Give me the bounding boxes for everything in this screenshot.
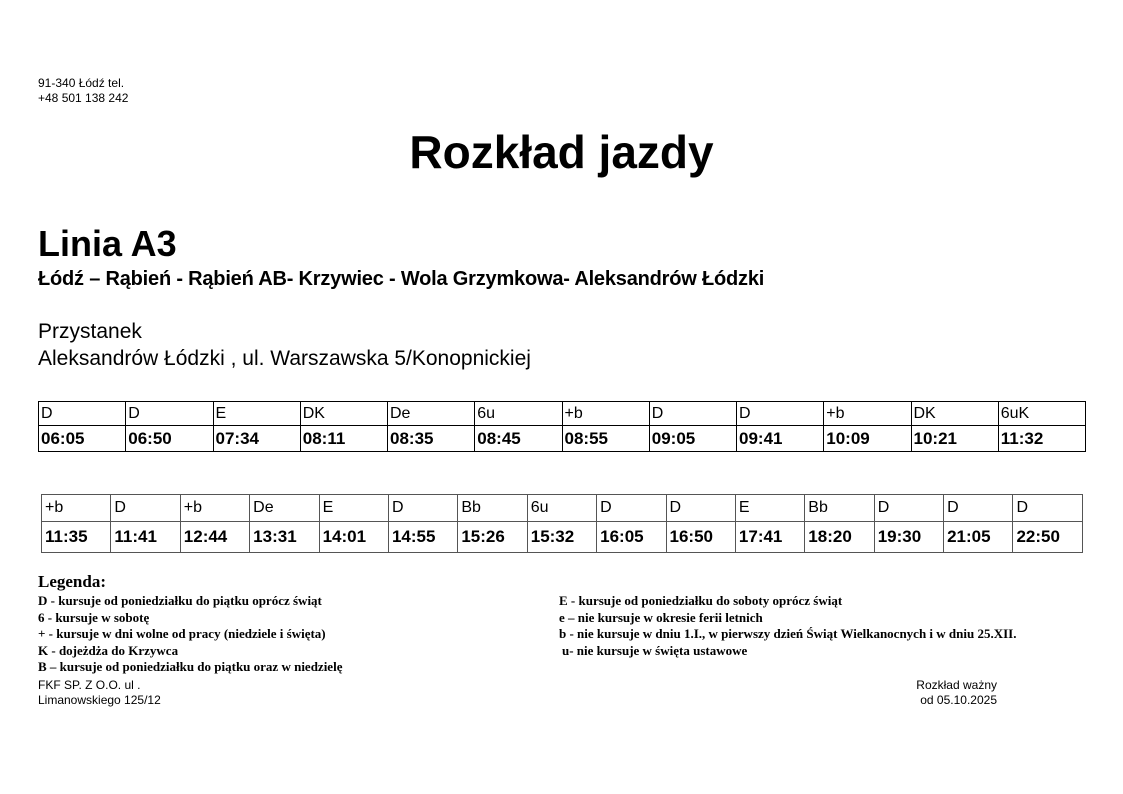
timetable-times-row [42,522,1083,553]
departure-time-cell: 21:05 [944,522,1013,553]
departure-code-cell: DK [911,402,998,426]
departure-code-cell: De [250,495,319,522]
timetable-table-2 [41,494,1083,553]
departure-time-cell: 15:26 [458,522,527,553]
contact-phone: +48 501 138 242 [38,91,129,105]
departure-code-cell: +b [824,402,911,426]
departure-time-cell: 14:01 [319,522,388,553]
departure-time-cell: 10:09 [824,426,911,452]
departure-code-cell: D [737,402,824,426]
departure-code-cell: D [597,495,666,522]
departure-time-cell: 06:50 [126,426,213,452]
departure-time-cell: 14:55 [388,522,457,553]
departure-time-cell: 11:41 [111,522,180,553]
stop-label: Przystanek [38,320,142,343]
timetable-codes-row [39,402,1086,426]
departure-time-cell: 16:50 [666,522,735,553]
departure-time-cell: 19:30 [874,522,943,553]
departure-code-cell: Bb [805,495,874,522]
timetable-codes-row [42,495,1083,522]
validity-date: od 05.10.2025 [920,693,997,707]
departure-code-cell: De [388,402,475,426]
legend-item: K - dojeżdża do Krzywca [38,642,179,658]
legend-item: e – nie kursuje w okresie ferii letnich [559,609,763,625]
page-title: Rozkład jazdy [409,126,714,178]
departure-code-cell: D [666,495,735,522]
departure-code-cell: D [874,495,943,522]
departure-time-cell: 16:05 [597,522,666,553]
legend-right-column [559,593,1017,659]
departure-code-cell: E [213,402,300,426]
legend-item: E - kursuje od poniedziałku do soboty oprócz świąt [559,593,843,608]
line-route: Łódź – Rąbień - Rąbień AB- Krzywiec - Wola Grzymkowa- Aleksandrów Łódzki [38,268,765,290]
departure-code-cell: D [388,495,457,522]
departure-code-cell: Bb [458,495,527,522]
departure-code-cell: DK [300,402,387,426]
departure-time-cell: 17:41 [735,522,804,553]
departure-time-cell: 09:05 [649,426,736,452]
legend-item: b - nie kursuje w dniu 1.I., w pierwszy dzień Świąt Wielkanocnych i w dniu 25.XII. [559,626,1017,641]
departure-code-cell: +b [180,495,249,522]
departure-code-cell: D [126,402,213,426]
departure-time-cell: 08:11 [300,426,387,452]
departure-time-cell: 22:50 [1013,522,1083,553]
departure-code-cell: D [39,402,126,426]
departure-time-cell: 06:05 [39,426,126,452]
departure-time-cell: 12:44 [180,522,249,553]
departure-code-cell: 6u [475,402,562,426]
departure-time-cell: 15:32 [527,522,596,553]
departure-code-cell: D [111,495,180,522]
departure-code-cell: 6uK [998,402,1085,426]
line-name: Linia A3 [38,223,177,264]
departure-time-cell: 08:45 [475,426,562,452]
departure-code-cell: E [735,495,804,522]
departure-time-cell: 10:21 [911,426,998,452]
legend-item: D - kursuje od poniedziałku do piątku oprócz świąt [38,593,322,608]
departure-code-cell: E [319,495,388,522]
legend-item: 6 - kursuje w sobotę [38,609,150,625]
departure-code-cell: +b [42,495,111,522]
departure-time-cell: 11:32 [998,426,1085,452]
departure-time-cell: 09:41 [737,426,824,452]
company-address: Limanowskiego 125/12 [38,693,161,707]
legend-item: B – kursuje od poniedziałku do piątku oraz w niedzielę [38,659,343,674]
departure-code-cell: D [944,495,1013,522]
departure-code-cell: +b [562,402,649,426]
validity-info [880,678,997,708]
departure-time-cell: 08:35 [388,426,475,452]
timetable-times-row [39,426,1086,452]
timetable-table-1 [38,401,1086,452]
departure-code-cell: 6u [527,495,596,522]
stop-name: Aleksandrów Łódzki , ul. Warszawska 5/Konopnickiej [38,347,531,370]
legend-item: + - kursuje w dni wolne od pracy (niedziele i święta) [38,626,326,641]
departure-time-cell: 07:34 [213,426,300,452]
company-info [38,678,161,708]
contact-info [38,76,128,106]
contact-address: 91-340 Łódź tel. [38,76,125,90]
validity-label: Rozkład ważny [916,678,997,692]
company-name: FKF SP. Z O.O. ul . [38,678,141,692]
departure-time-cell: 11:35 [42,522,111,553]
departure-time-cell: 18:20 [805,522,874,553]
departure-time-cell: 13:31 [250,522,319,553]
legend-title: Legenda: [38,572,106,591]
legend-left-column [38,593,342,676]
departure-time-cell: 08:55 [562,426,649,452]
departure-code-cell: D [1013,495,1083,522]
departure-code-cell: D [649,402,736,426]
legend-item: u- nie kursuje w święta ustawowe [562,642,748,658]
